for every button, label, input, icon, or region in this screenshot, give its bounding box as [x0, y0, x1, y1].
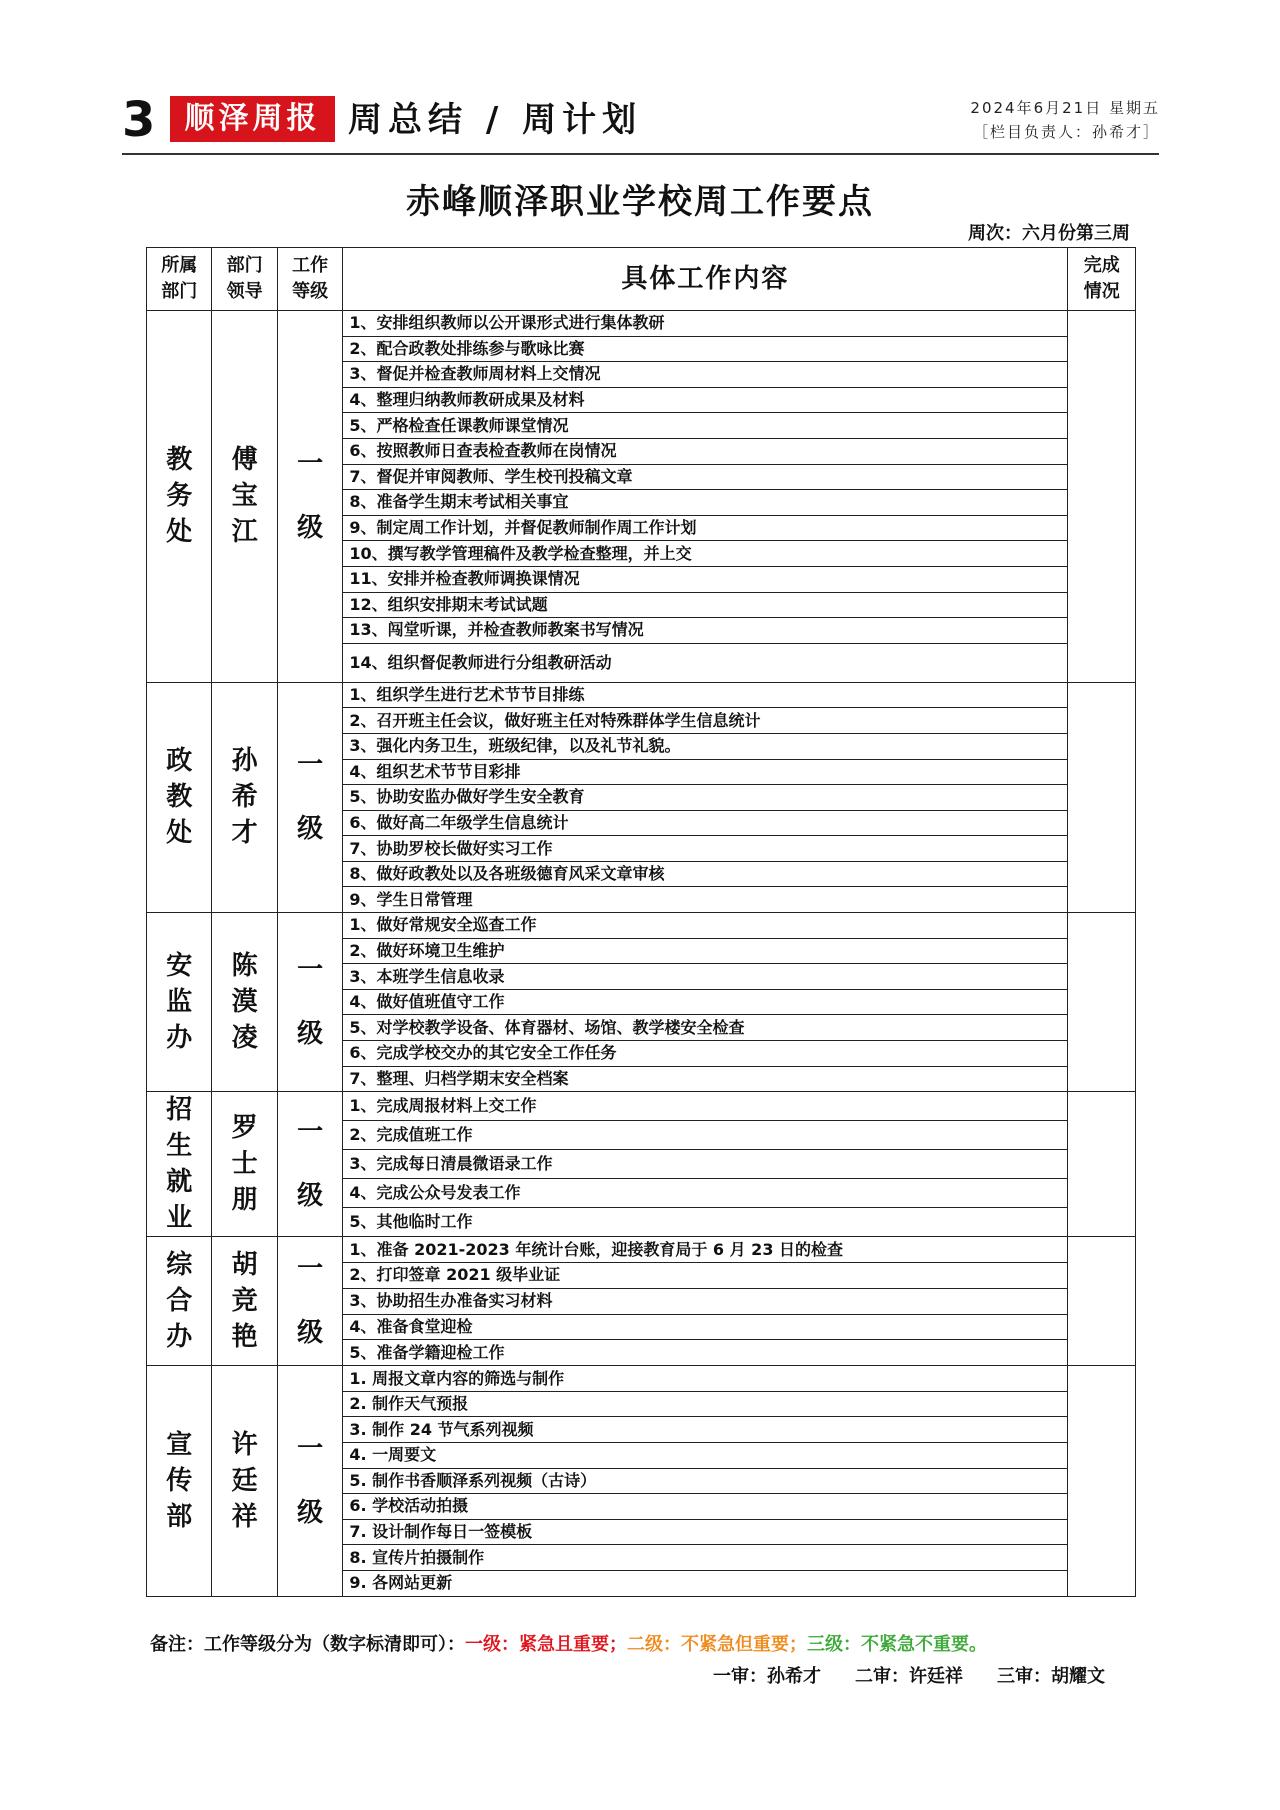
- task-item: 4、整理归纳教师教研成果及材料: [343, 387, 1068, 413]
- column-editor: ［栏目负责人：孙希才］: [972, 123, 1160, 141]
- task-item: 10、撰写教学管理稿件及教学检查整理，并上交: [343, 541, 1068, 567]
- section-title: 周总结 / 周计划: [348, 100, 643, 140]
- task-item: 1、组织学生进行艺术节节目排练: [343, 682, 1068, 708]
- dept-cell-text: 宣传部: [166, 1429, 193, 1532]
- task-item: 13、闯堂听课，并检查教师教案书写情况: [343, 618, 1068, 644]
- note-level-3: 三级：不紧急不重要。: [807, 1634, 987, 1655]
- task-item: 7、整理、归档学期末安全档案: [343, 1066, 1068, 1092]
- table-row: [147, 1092, 1136, 1121]
- note-level-1: 一级：紧急且重要；: [465, 1634, 627, 1655]
- level-cell: [277, 1366, 342, 1596]
- dept-cell-text: 综合办: [166, 1250, 193, 1353]
- task-item: 7、督促并审阅教师、学生校刊投稿文章: [343, 464, 1068, 490]
- level-cell: [277, 682, 342, 912]
- task-item: 2、完成值班工作: [343, 1121, 1068, 1150]
- task-item: 3、完成每日清晨微语录工作: [343, 1150, 1068, 1179]
- task-item: 2、召开班主任会议，做好班主任对特殊群体学生信息统计: [343, 708, 1068, 734]
- leader-cell-text: 陈漠凌: [231, 951, 258, 1054]
- dept-cell: [147, 311, 212, 683]
- task-item: 3、本班学生信息收录: [343, 964, 1068, 990]
- leader-cell: [212, 913, 277, 1092]
- leader-cell: [212, 311, 277, 683]
- status-cell: [1068, 913, 1136, 1092]
- level-cell: [277, 913, 342, 1092]
- level-cell: [277, 1237, 342, 1366]
- dept-cell: [147, 1237, 212, 1366]
- leader-cell-text: 罗士朋: [231, 1113, 258, 1216]
- level-cell: [277, 1092, 342, 1237]
- task-item: 2、打印签章 2021 级毕业证: [343, 1263, 1068, 1289]
- leader-cell: [212, 1237, 277, 1366]
- task-item: 6、做好高二年级学生信息统计: [343, 810, 1068, 836]
- task-item: 8. 宣传片拍摄制作: [343, 1545, 1068, 1571]
- masthead-divider: [122, 153, 1159, 155]
- task-item: 2、做好环境卫生维护: [343, 938, 1068, 964]
- dept-cell: [147, 1366, 212, 1596]
- note-level-2: 二级：不紧急但重要；: [627, 1634, 807, 1655]
- reviewers: [679, 1664, 1105, 1690]
- level-cell-text: 一级: [297, 1433, 324, 1528]
- task-item: 5、其他临时工作: [343, 1208, 1068, 1237]
- table-row: [147, 1366, 1136, 1392]
- level-cell-text: 一级: [297, 955, 324, 1050]
- level-cell-text: 一级: [297, 1117, 324, 1212]
- task-item: 1、做好常规安全巡查工作: [343, 913, 1068, 939]
- task-item: 6、完成学校交办的其它安全工作任务: [343, 1041, 1068, 1067]
- task-item: 6、按照教师日查表检查教师在岗情况: [343, 438, 1068, 464]
- leader-cell-text: 许廷祥: [231, 1429, 258, 1532]
- task-item: 3、强化内务卫生，班级纪律，以及礼节礼貌。: [343, 733, 1068, 759]
- level-cell: [277, 311, 342, 683]
- leader-cell: [212, 1366, 277, 1596]
- leader-cell-text: 孙希才: [231, 746, 258, 849]
- status-cell: [1068, 1366, 1136, 1596]
- status-cell: [1068, 1092, 1136, 1237]
- task-item: 4、做好值班值守工作: [343, 989, 1068, 1015]
- second-reviewer: 二审：许廷祥: [855, 1666, 963, 1687]
- dept-cell: [147, 682, 212, 912]
- note-prefix: 备注：工作等级分为（数字标清即可）：: [150, 1634, 465, 1655]
- task-item: 9. 各网站更新: [343, 1570, 1068, 1596]
- paper-logo: 顺泽周报: [170, 96, 335, 142]
- dept-cell-text: 招生就业: [166, 1095, 193, 1234]
- task-item: 1、安排组织教师以公开课形式进行集体教研: [343, 311, 1068, 337]
- task-item: 1. 周报文章内容的筛选与制作: [343, 1366, 1068, 1392]
- header-level: 工作等级: [277, 248, 342, 311]
- task-item: 2、配合政教处排练参与歌咏比赛: [343, 336, 1068, 362]
- third-reviewer: 三审：胡耀文: [997, 1666, 1105, 1687]
- task-item: 4. 一周要文: [343, 1443, 1068, 1469]
- header-dept: 所属部门: [147, 248, 212, 311]
- header-content: 具体工作内容: [343, 248, 1068, 311]
- level-cell-text: 一级: [297, 449, 324, 544]
- task-item: 4、完成公众号发表工作: [343, 1179, 1068, 1208]
- level-cell-text: 一级: [297, 750, 324, 845]
- table-row: [147, 1237, 1136, 1263]
- task-item: 9、学生日常管理: [343, 887, 1068, 913]
- leader-cell-text: 胡竞艳: [231, 1250, 258, 1353]
- table-row: [147, 682, 1136, 708]
- task-item: 7、协助罗校长做好实习工作: [343, 836, 1068, 862]
- task-item: 8、做好政教处以及各班级德育风采文章审核: [343, 861, 1068, 887]
- task-item: 7. 设计制作每日一签模板: [343, 1519, 1068, 1545]
- table-header-row: [147, 248, 1136, 311]
- document-title: 赤峰顺泽职业学校周工作要点: [406, 182, 874, 222]
- dept-cell-text: 政教处: [166, 746, 193, 849]
- task-item: 12、组织安排期末考试试题: [343, 592, 1068, 618]
- task-item: 2. 制作天气预报: [343, 1391, 1068, 1417]
- leader-cell: [212, 1092, 277, 1237]
- task-item: 1、准备 2021-2023 年统计台账，迎接教育局于 6 月 23 日的检查: [343, 1237, 1068, 1263]
- task-item: 11、安排并检查教师调换课情况: [343, 566, 1068, 592]
- first-reviewer: 一审：孙希才: [713, 1666, 821, 1687]
- issue-date: 2024年6月21日 星期五: [970, 99, 1160, 117]
- leader-cell-text: 傅宝江: [231, 445, 258, 548]
- task-item: 3、协助招生办准备实习材料: [343, 1288, 1068, 1314]
- task-item: 5、准备学籍迎检工作: [343, 1340, 1068, 1366]
- task-item: 5、对学校教学设备、体育器材、场馆、教学楼安全检查: [343, 1015, 1068, 1041]
- task-item: 14、组织督促教师进行分组教研活动: [343, 643, 1068, 682]
- status-cell: [1068, 682, 1136, 912]
- leader-cell: [212, 682, 277, 912]
- task-item: 8、准备学生期末考试相关事宜: [343, 490, 1068, 516]
- level-note: [150, 1632, 987, 1658]
- task-item: 5. 制作书香顺泽系列视频（古诗）: [343, 1468, 1068, 1494]
- week-label: 周次：六月份第三周: [968, 223, 1130, 244]
- task-item: 6. 学校活动拍摄: [343, 1494, 1068, 1520]
- table-row: [147, 913, 1136, 939]
- task-item: 5、协助安监办做好学生安全教育: [343, 785, 1068, 811]
- task-item: 4、组织艺术节节目彩排: [343, 759, 1068, 785]
- task-item: 4、准备食堂迎检: [343, 1314, 1068, 1340]
- work-plan-table: [146, 247, 1136, 1597]
- dept-cell-text: 安监办: [166, 951, 193, 1054]
- task-item: 3、督促并检查教师周材料上交情况: [343, 362, 1068, 388]
- header-status: 完成情况: [1068, 248, 1136, 311]
- task-item: 3. 制作 24 节气系列视频: [343, 1417, 1068, 1443]
- table-body: [147, 311, 1136, 1597]
- table-row: [147, 311, 1136, 337]
- status-cell: [1068, 1237, 1136, 1366]
- dept-cell: [147, 1092, 212, 1237]
- task-item: 5、严格检查任课教师课堂情况: [343, 413, 1068, 439]
- page-number: 3: [122, 92, 156, 148]
- header-leader: 部门领导: [212, 248, 277, 311]
- task-item: 1、完成周报材料上交工作: [343, 1092, 1068, 1121]
- dept-cell-text: 教务处: [166, 445, 193, 548]
- dept-cell: [147, 913, 212, 1092]
- level-cell-text: 一级: [297, 1254, 324, 1349]
- task-item: 9、制定周工作计划，并督促教师制作周工作计划: [343, 515, 1068, 541]
- status-cell: [1068, 311, 1136, 683]
